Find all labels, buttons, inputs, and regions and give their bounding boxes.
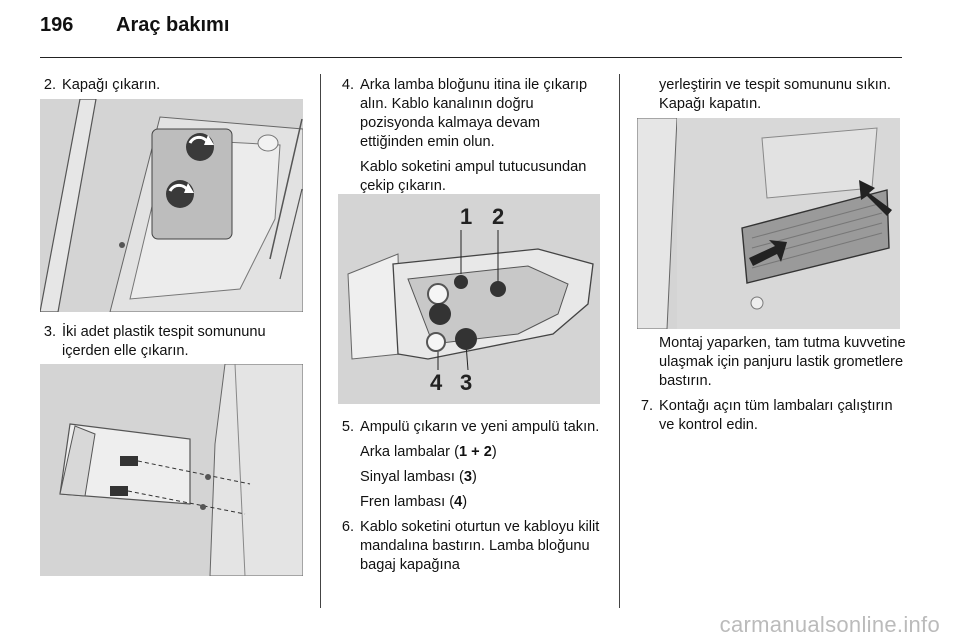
figure-label-1: 1 (460, 204, 473, 229)
column-divider-2 (619, 74, 620, 608)
step-7-text: Kontağı açın tüm lambaları çalıştırın ve kontrol edin. (659, 398, 893, 433)
step-6-continued: yerleştirin ve tespit somununu sıkın. Kapağı kapatın. (659, 77, 891, 112)
plastic-nut-illustration (40, 364, 303, 576)
step-5: 5. Ampulü çıkarın ve yeni ampulü takın. Arka lambalar (1 + 2) Sinyal lambası (3) Fren lambası (4) 6. Kablo soketini oturtun ve kabloyu kilit mandalına bastırın. Lamba bloğunu bagaj kapağına (338, 418, 606, 575)
figure-label-3: 3 (460, 370, 473, 395)
step-6-number: 6. (341, 519, 354, 535)
step-2: 2. Kapağı çıkarın. (43, 77, 161, 93)
figure-label-4: 4 (430, 370, 443, 395)
lamp-block-illustration (338, 194, 600, 404)
rear-lamps-line: Arka lambalar (1 + 2) (360, 444, 497, 460)
page-header (40, 14, 229, 48)
watermark: carmanualsonline.info (719, 612, 940, 637)
step-6-text: Kablo soketini oturtun ve kabloyu kilit mandalına bastırın. Lamba bloğunu bagaj kapağına (360, 519, 600, 573)
step-3: 3. İki adet plastik tespit somununu içerden elle çıkarın. (43, 324, 266, 359)
page-title: Araç bakımı (116, 14, 230, 36)
column-divider-1 (320, 74, 321, 608)
step-4-paragraph: Kablo soketini ampul tutucusundan çekip çıkarın. (360, 159, 587, 194)
cover-refit-illustration (637, 118, 900, 329)
step-4: 4. Arka lamba bloğunu itina ile çıkarıp alın. Kablo kanalının doğru pozisyonda kalmaya devam ettiğinden emin olun. Kablo soketini ampul tutucusundan çekip çıkarın. (338, 76, 606, 196)
header-rule (40, 57, 902, 58)
signal-lamp-line: Sinyal lambası (3) (360, 469, 477, 485)
step-7-number: 7. (640, 398, 653, 414)
page-number: 196 (40, 14, 74, 36)
figure-label-2: 2 (492, 204, 505, 229)
cover-removal-illustration (40, 99, 303, 312)
brake-lamp-line: Fren lambası (4) (360, 494, 468, 510)
mounting-note: Montaj yaparken, tam tutma kuvvetine ulaşmak için panjuru lastik grometlere bastırın. 7. Kontağı açın tüm lambaları çalıştırın ve kontrol edin. (637, 334, 907, 435)
